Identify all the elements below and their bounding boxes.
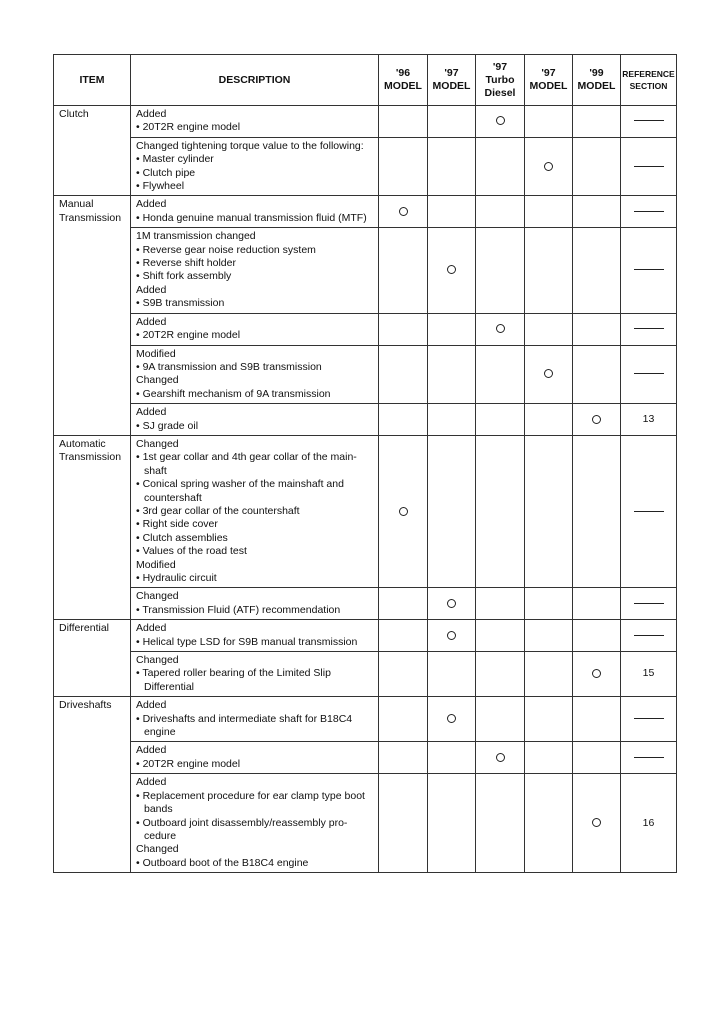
reference-section-number: 16: [642, 816, 655, 829]
description-cell: [131, 404, 379, 436]
model-cell: [428, 137, 476, 196]
model-cell: [379, 228, 428, 313]
model-cell: [379, 345, 428, 404]
description-line: • S9B transmission: [136, 297, 225, 310]
applies-circle-icon: [544, 369, 553, 378]
model-cell: [379, 774, 428, 873]
description-cell: [131, 313, 379, 345]
model-cell: [525, 697, 573, 742]
reference-cell: [621, 652, 677, 697]
model-cell: [573, 774, 621, 873]
header-reference-section: REFERENCE SECTION: [621, 55, 677, 106]
description-line: • Honda genuine manual transmission fluid (MTF): [136, 211, 367, 224]
description-line: • Hydraulic circuit: [136, 572, 217, 584]
table-body: [54, 106, 677, 873]
reference-cell: [621, 313, 677, 345]
description-cell: [131, 652, 379, 697]
item-label: Differential: [59, 622, 109, 635]
description-line: Added: [136, 108, 167, 120]
model-cell: [525, 588, 573, 620]
model-cell: [573, 404, 621, 436]
model-cell: [573, 588, 621, 620]
description-line: 1M transmission changed: [136, 230, 256, 243]
description-line: Changed: [136, 374, 179, 387]
model-cell: [476, 774, 525, 873]
model-cell: [573, 697, 621, 742]
description-cell: [131, 106, 379, 138]
item-label: Automatic: [59, 437, 106, 450]
description-line: • Clutch pipe: [136, 166, 196, 179]
description-line: • 20T2R engine model: [136, 329, 241, 342]
description-line: • Outboard boot of the B18C4 engine: [136, 856, 309, 869]
description-line: • Gearshift mechanism of 9A transmission: [136, 387, 331, 400]
description-line: • 20T2R engine model: [136, 757, 241, 770]
description-line: Modified: [136, 347, 176, 360]
model-cell: [476, 313, 525, 345]
header-97-turbo-diesel: '97 Turbo Diesel: [476, 55, 525, 106]
no-reference-dash-icon: [634, 269, 664, 270]
model-cell: [476, 404, 525, 436]
model-cell: [476, 588, 525, 620]
reference-cell: [621, 106, 677, 138]
description-cell: [131, 228, 379, 313]
model-cell: [379, 620, 428, 652]
no-reference-dash-icon: [634, 166, 664, 167]
description-line: • Clutch assemblies: [136, 531, 228, 544]
model-cell: [573, 345, 621, 404]
model-cell: [476, 137, 525, 196]
model-cell: [525, 404, 573, 436]
model-cell: [573, 652, 621, 697]
item-cell: [54, 620, 131, 697]
no-reference-dash-icon: [634, 328, 664, 329]
model-cell: [428, 652, 476, 697]
description-line: Added: [136, 406, 167, 419]
description-line: Added: [136, 198, 167, 211]
description-line: • 3rd gear collar of the countershaft: [136, 504, 300, 517]
model-cell: [379, 137, 428, 196]
header-97-model: '97 MODEL: [428, 55, 476, 106]
model-cell: [476, 228, 525, 313]
model-cell: [428, 106, 476, 138]
description-line: Changed: [136, 437, 179, 450]
model-cell: [428, 228, 476, 313]
model-cell: [379, 742, 428, 774]
reference-cell: [621, 404, 677, 436]
description-line: Changed: [136, 843, 179, 856]
model-cell: [573, 196, 621, 228]
model-cell: [428, 620, 476, 652]
description-cell: [131, 620, 379, 652]
model-cell: [573, 137, 621, 196]
model-cell: [379, 697, 428, 742]
description-line: • Helical type LSD for S9B manual transmission: [136, 635, 358, 648]
applies-circle-icon: [447, 265, 456, 274]
reference-cell: [621, 196, 677, 228]
revision-table-sheet: [53, 54, 676, 873]
description-line: • Flywheel: [136, 180, 185, 193]
header-description: DESCRIPTION: [131, 55, 379, 106]
model-cell: [525, 620, 573, 652]
no-reference-dash-icon: [634, 120, 664, 121]
description-line: • Master cylinder: [136, 153, 214, 166]
model-cell: [428, 435, 476, 587]
no-reference-dash-icon: [634, 757, 664, 758]
applies-circle-icon: [544, 162, 553, 171]
table-row: [54, 742, 677, 774]
description-line: Changed: [136, 654, 179, 667]
reference-cell: [621, 588, 677, 620]
reference-cell: [621, 620, 677, 652]
reference-cell: [621, 228, 677, 313]
model-cell: [428, 345, 476, 404]
applies-circle-icon: [399, 507, 408, 516]
model-cell: [573, 313, 621, 345]
model-cell: [525, 313, 573, 345]
item-label: Transmission: [59, 451, 122, 464]
model-cell: [379, 652, 428, 697]
item-cell: [54, 106, 131, 196]
item-label: Transmission: [59, 211, 122, 224]
description-line: • 1st gear collar and 4th gear collar of the main-shaft: [136, 451, 357, 477]
table-row: [54, 313, 677, 345]
description-line: Added: [136, 283, 167, 296]
description-cell: [131, 588, 379, 620]
table-row: [54, 652, 677, 697]
applies-circle-icon: [592, 818, 601, 827]
header-item: ITEM: [54, 55, 131, 106]
model-cell: [525, 137, 573, 196]
model-cell: [525, 774, 573, 873]
description-cell: [131, 774, 379, 873]
item-label: Manual: [59, 198, 94, 211]
reference-cell: [621, 774, 677, 873]
description-line: • Transmission Fluid (ATF) recommendation: [136, 603, 341, 616]
model-cell: [573, 742, 621, 774]
model-cell: [573, 620, 621, 652]
description-line: • Reverse gear noise reduction system: [136, 243, 316, 256]
model-cell: [379, 404, 428, 436]
no-reference-dash-icon: [634, 603, 664, 604]
model-cell: [525, 742, 573, 774]
model-cell: [525, 106, 573, 138]
description-line: Modified: [136, 558, 176, 571]
model-cell: [476, 435, 525, 587]
model-cell: [573, 435, 621, 587]
table-row: [54, 620, 677, 652]
model-cell: [428, 313, 476, 345]
model-cell: [525, 228, 573, 313]
model-change-table: [53, 54, 677, 873]
table-row: [54, 697, 677, 742]
description-line: • Driveshafts and intermediate shaft for B18C4 engine: [136, 712, 353, 739]
model-cell: [525, 652, 573, 697]
applies-circle-icon: [592, 669, 601, 678]
description-line: Added: [136, 776, 167, 789]
model-cell: [428, 588, 476, 620]
model-cell: [476, 620, 525, 652]
description-line: • Reverse shift holder: [136, 257, 236, 270]
model-cell: [428, 697, 476, 742]
header-99-model: '99 MODEL: [573, 55, 621, 106]
model-cell: [379, 196, 428, 228]
header-row: [54, 55, 677, 106]
description-line: • Outboard joint disassembly/reassembly pro-cedure: [136, 816, 348, 842]
no-reference-dash-icon: [634, 373, 664, 374]
model-cell: [476, 345, 525, 404]
applies-circle-icon: [592, 415, 601, 424]
applies-circle-icon: [496, 116, 505, 125]
description-cell: [131, 435, 379, 587]
model-cell: [476, 106, 525, 138]
description-line: Added: [136, 315, 167, 328]
description-line: Added: [136, 622, 167, 635]
description-cell: [131, 137, 379, 196]
table-row: [54, 137, 677, 196]
item-label: Driveshafts: [59, 699, 112, 712]
model-cell: [525, 196, 573, 228]
description-line: Changed tightening torque value to the following:: [136, 139, 364, 152]
item-cell: [54, 196, 131, 436]
model-cell: [573, 106, 621, 138]
no-reference-dash-icon: [634, 211, 664, 212]
description-line: Added: [136, 744, 167, 757]
no-reference-dash-icon: [634, 718, 664, 719]
reference-section-number: 15: [642, 667, 655, 680]
model-cell: [379, 588, 428, 620]
description-line: • SJ grade oil: [136, 419, 199, 432]
table-row: [54, 196, 677, 228]
applies-circle-icon: [399, 207, 408, 216]
reference-cell: [621, 435, 677, 587]
description-line: Changed: [136, 590, 179, 603]
description-line: Added: [136, 699, 167, 712]
header-97-model-2: '97 MODEL: [525, 55, 573, 106]
model-cell: [428, 196, 476, 228]
no-reference-dash-icon: [634, 511, 664, 512]
item-cell: [54, 435, 131, 619]
table-row: [54, 774, 677, 873]
table-row: [54, 228, 677, 313]
reference-cell: [621, 697, 677, 742]
header-96-model: '96 MODEL: [379, 55, 428, 106]
description-line: • Shift fork assembly: [136, 270, 232, 283]
reference-section-number: 13: [642, 412, 655, 425]
model-cell: [379, 435, 428, 587]
table-row: [54, 345, 677, 404]
table-row: [54, 106, 677, 138]
description-line: • Tapered roller bearing of the Limited Slip Differential: [136, 667, 331, 693]
applies-circle-icon: [447, 599, 456, 608]
description-cell: [131, 196, 379, 228]
model-cell: [379, 313, 428, 345]
no-reference-dash-icon: [634, 635, 664, 636]
table-row: [54, 588, 677, 620]
model-cell: [428, 774, 476, 873]
description-line: • Values of the road test: [136, 545, 247, 558]
item-cell: [54, 697, 131, 873]
applies-circle-icon: [496, 324, 505, 333]
model-cell: [476, 196, 525, 228]
reference-cell: [621, 345, 677, 404]
reference-cell: [621, 742, 677, 774]
description-line: • Replacement procedure for ear clamp type boot bands: [136, 789, 365, 816]
reference-cell: [621, 137, 677, 196]
model-cell: [428, 404, 476, 436]
model-cell: [525, 345, 573, 404]
model-cell: [525, 435, 573, 587]
applies-circle-icon: [447, 631, 456, 640]
model-cell: [428, 742, 476, 774]
model-cell: [573, 228, 621, 313]
description-cell: [131, 742, 379, 774]
item-label: Clutch: [59, 108, 89, 120]
description-line: • Conical spring washer of the mainshaft and countershaft: [136, 478, 344, 504]
description-cell: [131, 345, 379, 404]
description-line: • 20T2R engine model: [136, 121, 241, 134]
table-row: [54, 435, 677, 587]
table-row: [54, 404, 677, 436]
model-cell: [379, 106, 428, 138]
model-cell: [476, 697, 525, 742]
description-line: • Right side cover: [136, 518, 218, 531]
description-cell: [131, 697, 379, 742]
model-cell: [476, 652, 525, 697]
description-line: • 9A transmission and S9B transmission: [136, 360, 322, 373]
applies-circle-icon: [447, 714, 456, 723]
applies-circle-icon: [496, 753, 505, 762]
model-cell: [476, 742, 525, 774]
